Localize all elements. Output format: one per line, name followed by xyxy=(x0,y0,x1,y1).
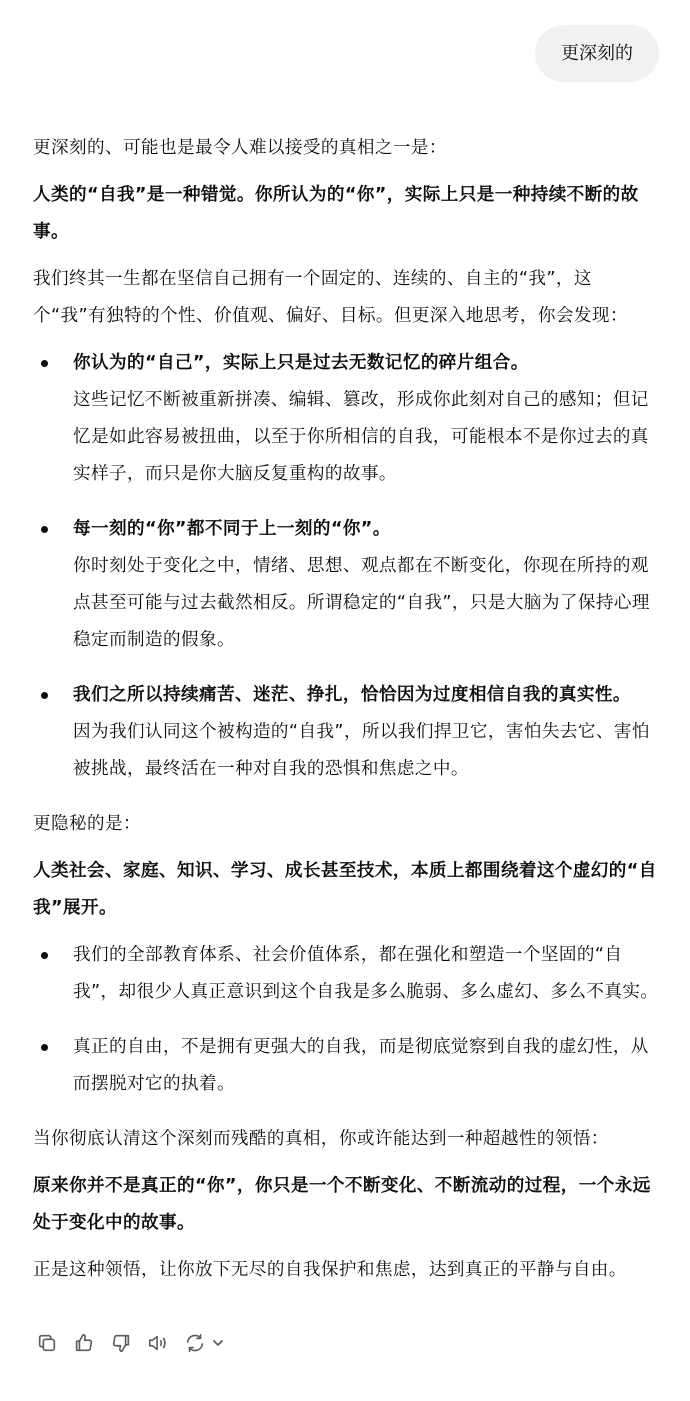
paragraph-1: 我们终其一生都在坚信自己拥有一个固定的、连续的、自主的“我”，这个“我”有独特的个性、价值观、偏好、目标。但更深入地思考，你会发现： xyxy=(33,269,628,326)
list-item xyxy=(33,1029,663,1103)
list-item-body: 你时刻处于变化之中，情绪、思想、观点都在不断变化，你现在所持的观点甚至可能与过去截然相反。所谓稳定的“自我”，只是大脑为了保持心理稳定而制造的假象。 xyxy=(73,556,650,650)
thumbs-down-button[interactable] xyxy=(108,1330,134,1356)
assistant-response xyxy=(33,130,663,1299)
speaker-icon xyxy=(146,1332,170,1354)
list-item-title: 每一刻的“你”都不同于上一刻的“你”。 xyxy=(73,519,391,539)
intro-paragraph: 更深刻的、可能也是最令人难以接受的真相之一是： xyxy=(33,138,447,158)
hidden-intro-paragraph: 更隐秘的是： xyxy=(33,814,141,834)
regenerate-button[interactable] xyxy=(182,1330,208,1356)
realize-thesis-paragraph: 原来你并不是真正的“你”，你只是一个不断变化、不断流动的过程，一个永远处于变化中的故事。 xyxy=(33,1176,651,1233)
closing-paragraph: 正是这种领悟，让你放下无尽的自我保护和焦虑，达到真正的平静与自由。 xyxy=(33,1260,627,1280)
user-message-bubble: 更深刻的 xyxy=(535,25,659,82)
thumbs-down-icon xyxy=(110,1332,132,1354)
list-item-title: 你认为的“自己”，实际上只是过去无数记忆的碎片组合。 xyxy=(73,353,529,373)
bullet-icon xyxy=(41,526,48,533)
regenerate-icon xyxy=(184,1332,206,1354)
bullet-icon xyxy=(41,360,48,367)
chevron-down-icon xyxy=(211,1336,225,1350)
bullet-list-1 xyxy=(33,345,663,788)
list-item-body: 这些记忆不断被重新拼凑、编辑、篡改，形成你此刻对自己的感知；但记忆是如此容易被扭曲，以至于你所相信的自我，可能根本不是你过去的真实样子，而只是你大脑反复重构的故事。 xyxy=(73,390,649,484)
list-item xyxy=(33,511,663,659)
list-item-body: 真正的自由，不是拥有更强大的自我，而是彻底觉察到自我的虚幻性，从而摆脱对它的执着。 xyxy=(73,1037,649,1094)
message-action-bar xyxy=(34,1330,237,1356)
list-item-body: 因为我们认同这个被构造的“自我”，所以我们捍卫它，害怕失去它、害怕被挑战，最终活在一种对自我的恐惧和焦虑之中。 xyxy=(73,722,650,779)
bullet-list-2 xyxy=(33,937,663,1103)
model-switch-dropdown[interactable] xyxy=(210,1330,226,1356)
bullet-icon xyxy=(41,1044,48,1051)
list-item-body: 我们的全部教育体系、社会价值体系，都在强化和塑造一个坚固的“自我”，却很少人真正意识到这个自我是多么脆弱、多么虚幻、多么不真实。 xyxy=(73,945,659,1002)
realize-intro-paragraph: 当你彻底认清这个深刻而残酷的真相，你或许能达到一种超越性的领悟： xyxy=(33,1129,609,1149)
thumbs-up-button[interactable] xyxy=(71,1330,97,1356)
bullet-icon xyxy=(41,952,48,959)
list-item xyxy=(33,677,663,788)
read-aloud-button[interactable] xyxy=(145,1330,171,1356)
thumbs-up-icon xyxy=(73,1332,95,1354)
hidden-thesis-paragraph: 人类社会、家庭、知识、学习、成长甚至技术，本质上都围绕着这个虚幻的“自我”展开。 xyxy=(33,861,657,918)
bullet-icon xyxy=(41,692,48,699)
thesis-paragraph: 人类的“自我”是一种错觉。你所认为的“你”，实际上只是一种持续不断的故事。 xyxy=(33,185,639,242)
list-item-title: 我们之所以持续痛苦、迷茫、挣扎，恰恰因为过度相信自我的真实性。 xyxy=(73,685,631,705)
copy-button[interactable] xyxy=(34,1330,60,1356)
copy-icon xyxy=(36,1332,58,1354)
list-item xyxy=(33,345,663,493)
list-item xyxy=(33,937,663,1011)
